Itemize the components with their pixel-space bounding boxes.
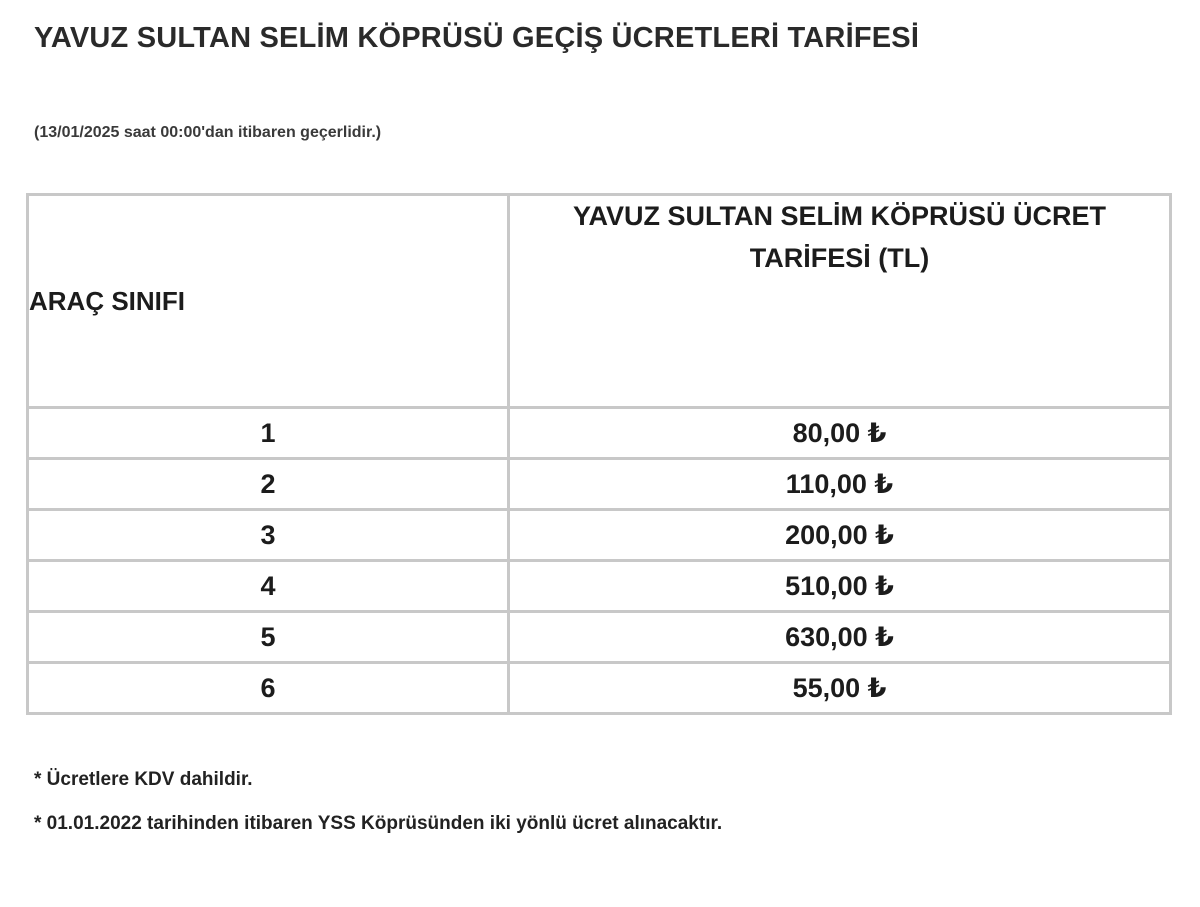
vehicle-class-cell: 2	[28, 459, 509, 510]
vehicle-class-cell: 1	[28, 408, 509, 459]
table-row	[28, 510, 1171, 561]
two-way-fee-note: * 01.01.2022 tarihinden itibaren YSS Köprüsünden iki yönlü ücret alınacaktır.	[34, 813, 723, 834]
fee-cell: 630,00 ₺	[509, 612, 1171, 663]
footnotes	[34, 764, 722, 852]
fee-header: YAVUZ SULTAN SELİM KÖPRÜSÜ ÜCRET TARİFESİ (TL)	[509, 195, 1171, 408]
table-row	[28, 408, 1171, 459]
document-title: YAVUZ SULTAN SELİM KÖPRÜSÜ GEÇİŞ ÜCRETLERİ TARİFESİ	[34, 22, 920, 54]
fee-cell: 510,00 ₺	[509, 561, 1171, 612]
fee-cell: 200,00 ₺	[509, 510, 1171, 561]
fee-cell: 55,00 ₺	[509, 663, 1171, 714]
table-header-row	[28, 195, 1171, 408]
fee-cell: 80,00 ₺	[509, 408, 1171, 459]
validity-date-note: (13/01/2025 saat 00:00'dan itibaren geçerlidir.)	[34, 124, 382, 141]
vehicle-class-cell: 6	[28, 663, 509, 714]
fee-cell: 110,00 ₺	[509, 459, 1171, 510]
vehicle-class-cell: 4	[28, 561, 509, 612]
vehicle-class-cell: 5	[28, 612, 509, 663]
table-row	[28, 663, 1171, 714]
table-row	[28, 612, 1171, 663]
vehicle-class-cell: 3	[28, 510, 509, 561]
table-row	[28, 561, 1171, 612]
tariff-table	[26, 193, 1172, 715]
vat-note: * Ücretlere KDV dahildir.	[34, 769, 253, 790]
table-row	[28, 459, 1171, 510]
vehicle-class-header: ARAÇ SINIFI	[28, 195, 509, 408]
